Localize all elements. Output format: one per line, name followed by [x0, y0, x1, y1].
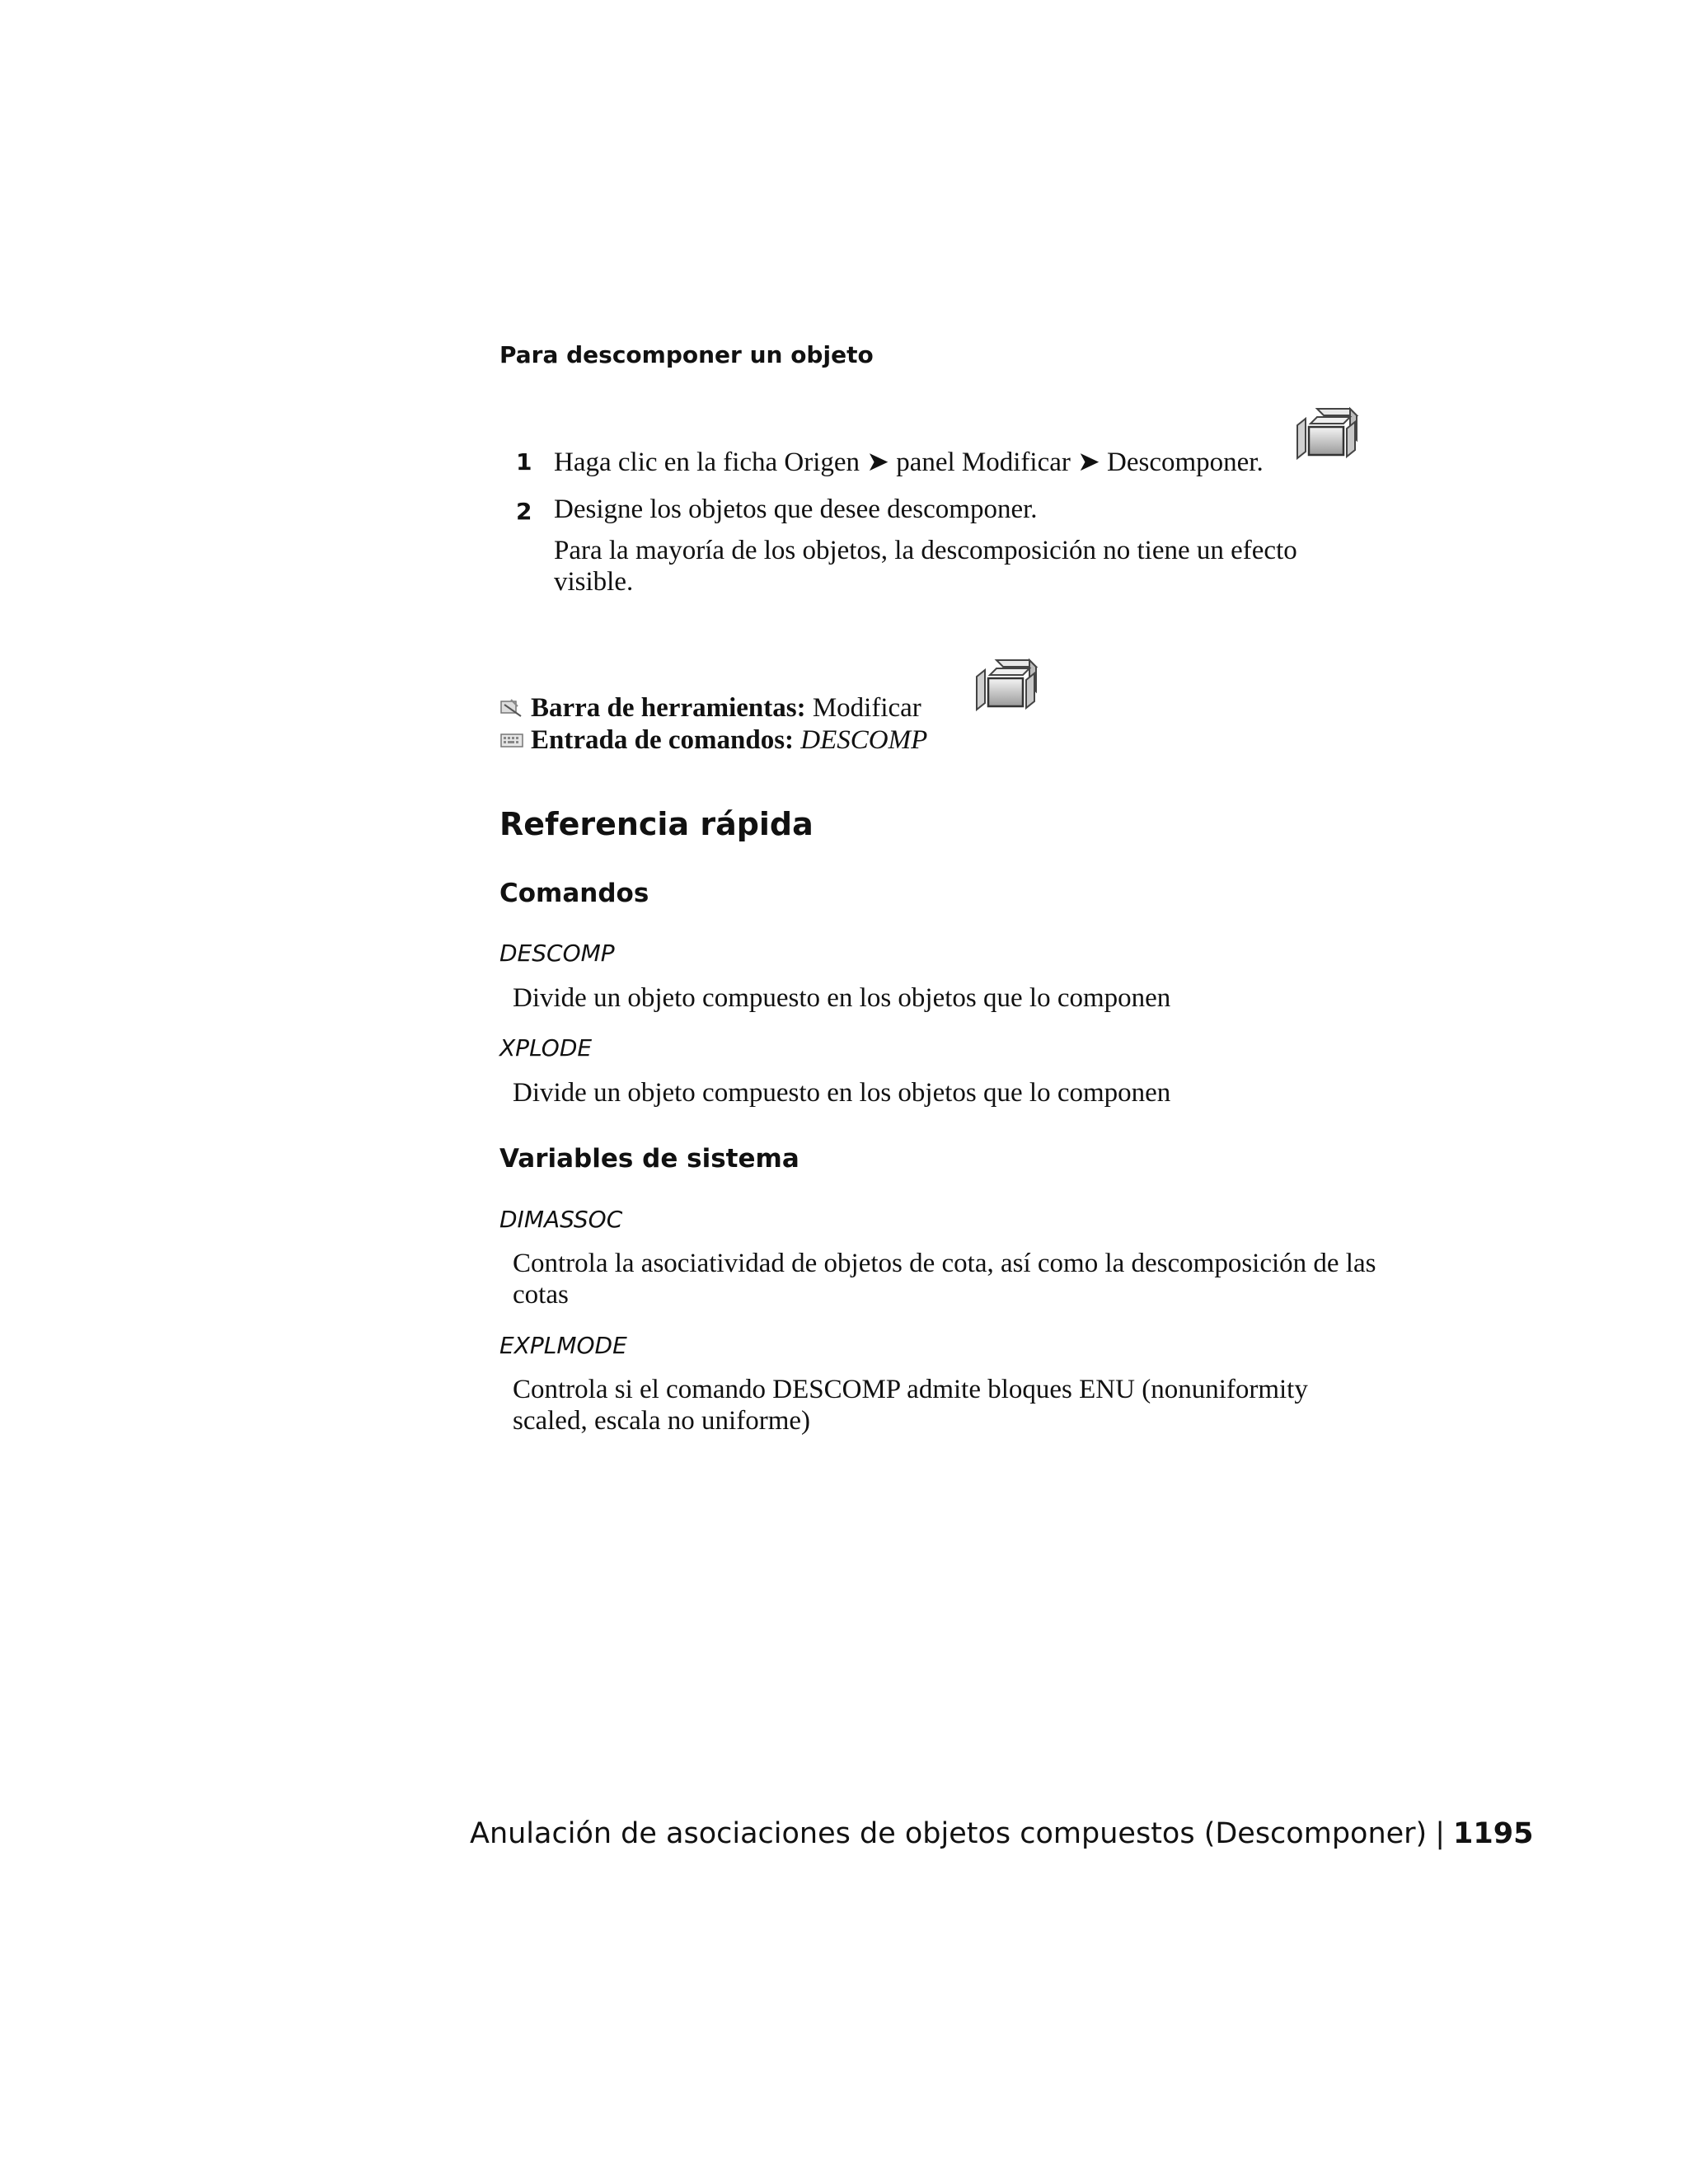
- step-number: 2: [516, 498, 532, 525]
- sysvar-term: DIMASSOC: [499, 1206, 623, 1233]
- explode-icon: [971, 655, 1045, 711]
- page-footer: [470, 1817, 1533, 1850]
- command-term: DESCOMP: [499, 940, 615, 967]
- toolbar-label: Barra de herramientas:: [531, 693, 806, 723]
- command-description: Divide un objeto compuesto en los objetos que lo componen: [513, 983, 1171, 1013]
- procedure-title: Para descomponer un objeto: [499, 341, 874, 368]
- explode-icon: [1292, 404, 1365, 460]
- footer-chapter-title: Anulación de asociaciones de objetos compuestos (Descomponer): [470, 1817, 1428, 1850]
- system-variables-heading: Variables de sistema: [499, 1144, 799, 1174]
- step-note: Para la mayoría de los objetos, la descomposición no tiene un efecto visible.: [554, 536, 1297, 597]
- command-description: Divide un objeto compuesto en los objetos que lo componen: [513, 1078, 1171, 1108]
- quick-reference-title: Referencia rápida: [499, 806, 814, 842]
- toolbar-access: [499, 693, 921, 724]
- page-number: 1195: [1453, 1817, 1534, 1850]
- step-number: 1: [516, 448, 532, 476]
- toolbar-value: Modificar: [812, 693, 921, 723]
- step-text: Haga clic en la ficha Origen ➤ panel Modificar ➤ Descomponer.: [554, 448, 1264, 477]
- step-text: Designe los objetos que desee descomponer.: [554, 494, 1038, 524]
- keyboard-icon: [499, 727, 524, 747]
- command-term: XPLODE: [499, 1034, 593, 1062]
- command-value: DESCOMP: [800, 725, 928, 755]
- footer-separator: |: [1435, 1817, 1446, 1850]
- sysvar-description: Controla la asociatividad de objetos de cota, así como la descomposición de las cotas: [513, 1249, 1376, 1310]
- command-access: [499, 725, 927, 756]
- command-label: Entrada de comandos:: [531, 725, 795, 755]
- sysvar-term: EXPLMODE: [499, 1332, 627, 1359]
- toolbar-icon: [499, 695, 524, 715]
- sysvar-description: Controla si el comando DESCOMP admite bloques ENU (nonuniformity scaled, escala no uniforme): [513, 1375, 1308, 1436]
- commands-heading: Comandos: [499, 879, 649, 908]
